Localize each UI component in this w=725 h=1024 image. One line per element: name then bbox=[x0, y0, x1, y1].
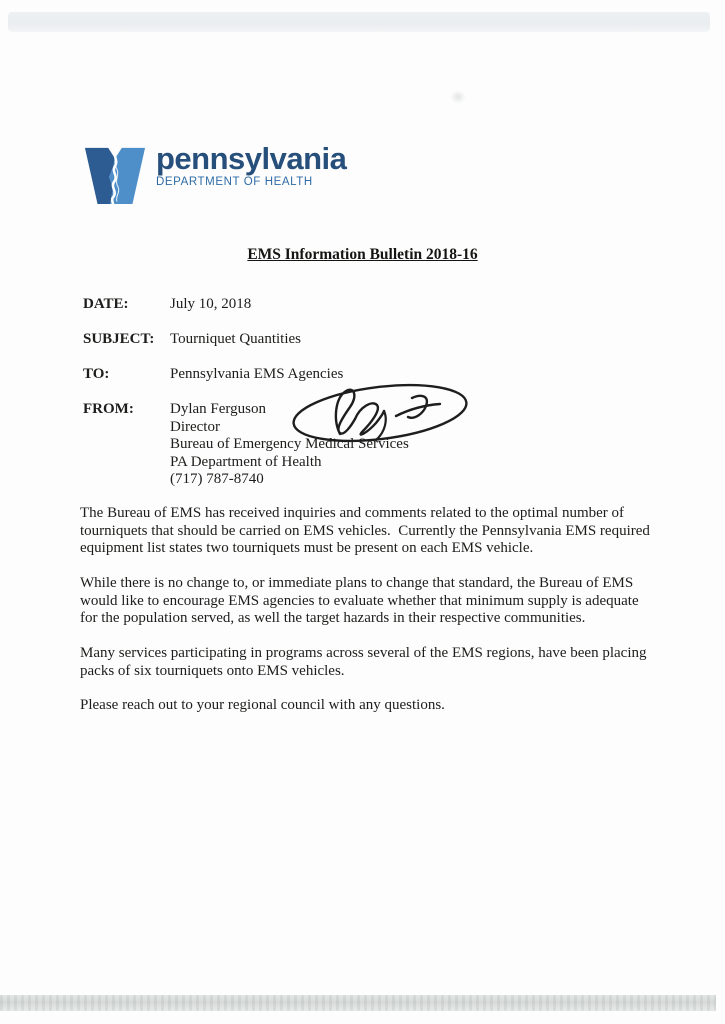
meta-label-date: DATE: bbox=[83, 296, 129, 312]
paragraph-4: Please reach out to your regional council with any questions. bbox=[80, 697, 445, 713]
meta-row-from bbox=[83, 401, 409, 489]
keystone-caduceus-icon bbox=[83, 139, 147, 209]
meta-value-to: Pennsylvania EMS Agencies bbox=[170, 366, 344, 382]
logo-department-line: DEPARTMENT OF HEALTH bbox=[156, 176, 313, 188]
meta-row-subject bbox=[83, 331, 301, 349]
bulletin-title: EMS Information Bulletin 2018-16 bbox=[247, 246, 478, 263]
scan-artifact-bottom-bar bbox=[0, 995, 716, 1011]
meta-value-subject: Tourniquet Quantities bbox=[170, 331, 302, 347]
pa-doh-logo bbox=[83, 139, 346, 209]
scan-smudge bbox=[450, 90, 466, 104]
from-department: PA Department of Health bbox=[170, 453, 322, 470]
from-name: Dylan Ferguson bbox=[170, 401, 266, 417]
paragraph-2: While there is no change to, or immediate plans to change that standard, the Bureau of EMS would like to encourage EMS agencies to evaluate whether that minimum supply is adequate for the population served, as well the target hazards in their respective communities. bbox=[80, 575, 643, 627]
meta-label-from: FROM: bbox=[83, 401, 134, 417]
meta-label-to: TO: bbox=[83, 366, 110, 382]
from-lines-block bbox=[170, 401, 409, 489]
meta-row-to bbox=[83, 366, 343, 384]
paragraph-1: The Bureau of EMS has received inquiries and comments related to the optimal number of tourniquets that should be carried on EMS vehicles. Currently the Pennsylvania EMS required equipment list states two tourniquets must be present on each EMS vehicle. bbox=[80, 505, 654, 557]
logo-text-block bbox=[156, 139, 346, 188]
paragraph-3: Many services participating in programs across several of the EMS regions, have been placing packs of six tourniquets onto EMS vehicles. bbox=[80, 645, 651, 679]
logo-wordmark: pennsylvania bbox=[156, 141, 347, 176]
scan-artifact-top-bar bbox=[8, 12, 710, 32]
meta-row-date bbox=[83, 296, 251, 314]
from-title: Director bbox=[170, 418, 220, 435]
from-bureau: Bureau of Emergency Medical Services bbox=[170, 436, 409, 453]
from-phone: (717) 787-8740 bbox=[170, 471, 264, 488]
meta-label-subject: SUBJECT: bbox=[83, 331, 155, 347]
meta-value-date: July 10, 2018 bbox=[170, 296, 252, 312]
